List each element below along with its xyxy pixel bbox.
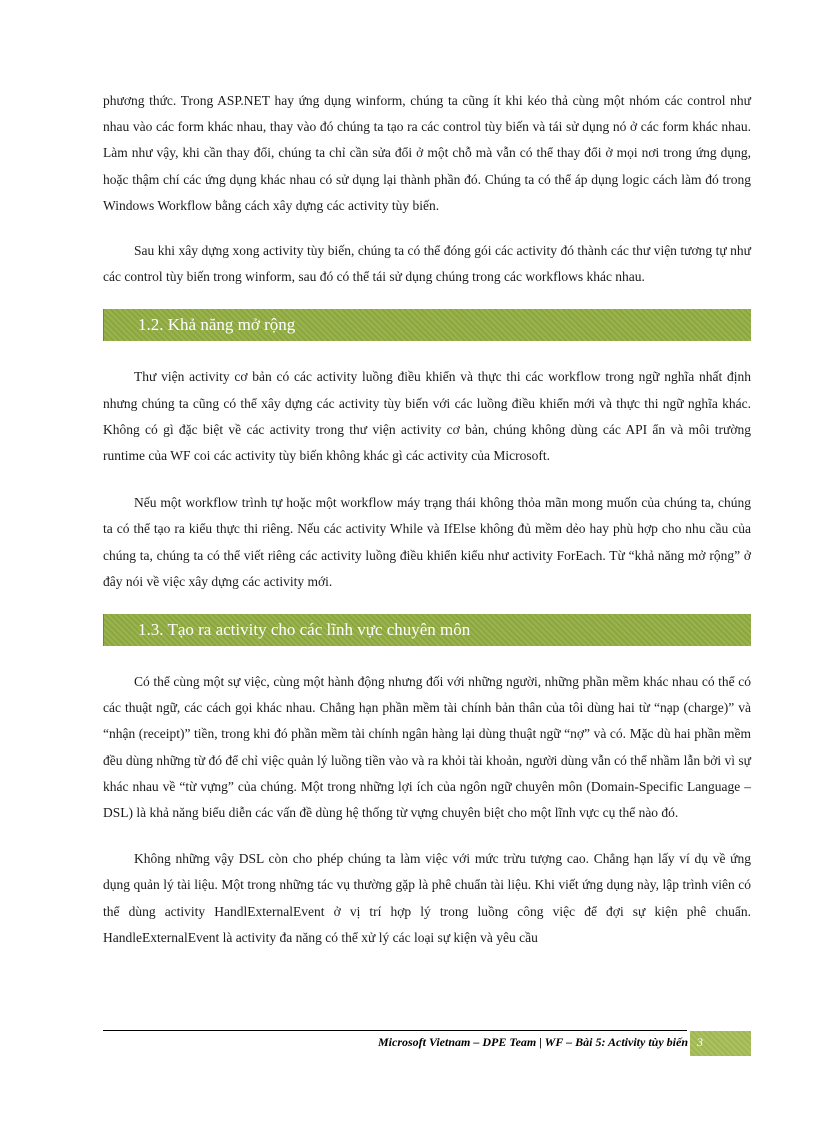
section-heading-domain-activities: 1.3. Tạo ra activity cho các lĩnh vực chuyên môn xyxy=(103,614,751,646)
footer-divider xyxy=(103,1030,687,1031)
paragraph-terminology: Có thể cùng một sự việc, cùng một hành động nhưng đối với những người, những phần mềm khác nhau có thể có các thuật ngữ, các cách gọi khác nhau. Chẳng hạn phần mềm tài chính bản thân của tôi dùng hai từ “nạp (charge)” và “nhận (receipt)” tiền, trong khi đó phần mềm tài chính ngân hàng lại dùng thuật ngữ “nợ” và có. Mặc dù hai phần mềm đều dùng những từ đó để chỉ việc quản lý luồng tiền vào và ra khỏi tài khoản, người dùng vẫn có thể nhầm lẫn bởi vì sự khác nhau về “từ vựng” của chúng. Một trong những lợi ích của ngôn ngữ chuyên môn (Domain-Specific Language – DSL) là khả năng biểu diễn các vấn đề dùng hệ thống từ vựng chuyên biệt cho một lĩnh vực cụ thể nào đó. xyxy=(103,674,751,821)
footer-caption: Microsoft Vietnam – DPE Team | WF – Bài 5: Activity tùy biến xyxy=(378,1035,688,1049)
paragraph-execution-style: Nếu một workflow trình tự hoặc một workflow máy trạng thái không thỏa mãn mong muốn của chúng ta, chúng ta có thể tạo ra kiểu thực thi riêng. Nếu các activity While và IfElse không đủ mềm dẻo hay phù hợp cho nhu cầu của chúng ta, chúng ta có thể viết riêng các activity luồng điều khiển kiểu như activity ForEach. Từ “khả năng mở rộng” ở đây nói về việc xây dựng các activity mới. xyxy=(103,495,751,589)
page-number: 3 xyxy=(690,1031,751,1056)
document-page xyxy=(103,88,751,951)
paragraph-packaging: Sau khi xây dựng xong activity tùy biến, chúng ta có thể đóng gói các activity đó thành các thư viện tương tự như các control tùy biến trong winform, sau đó có thể tái sử dụng chúng trong các workflows khác nhau. xyxy=(103,243,751,285)
paragraph-custom-activities: phương thức. Trong ASP.NET hay ứng dụng winform, chúng ta cũng ít khi kéo thả cùng một nhóm các control như nhau vào các form khác nhau, thay vào đó chúng ta tạo ra các control tùy biến và tái sử dụng nó ở các form khác nhau. Làm như vậy, khi cần thay đổi, chúng ta chỉ cần sửa đổi ở một chỗ mà vẫn có thể thay đổi ở mọi nơi trong ứng dụng, hoặc thậm chí các ứng dụng khác nhau có sử dụng lại thành phần đó. Chúng ta có thể áp dụng logic cách làm đó trong Windows Workflow bằng cách xây dựng các activity tùy biến. xyxy=(103,93,751,213)
paragraph-abstraction: Không những vậy DSL còn cho phép chúng ta làm việc với mức trừu tượng cao. Chẳng hạn lấy ví dụ về ứng dụng quản lý tài liệu. Một trong những tác vụ thường gặp là phê chuẩn tài liệu. Khi viết ứng dụng này, lập trình viên có thể dùng activity HandlExternalEvent ở vị trí hợp lý trong luồng công việc để đợi sự kiện phê chuẩn. HandleExternalEvent là activity đa năng có thể xử lý các loại sự kiện và yêu cầu xyxy=(103,851,751,945)
section-heading-extensibility: 1.2. Khả năng mở rộng xyxy=(103,309,751,341)
paragraph-base-library: Thư viện activity cơ bản có các activity luồng điều khiển và thực thi các workflow trong ngữ nghĩa nhất định nhưng chúng ta cũng có thể xây dựng các activity tùy biến với các luồng điều khiển mới và thực thi ngữ nghĩa khác. Không có gì đặc biệt về các activity trong thư viện activity cơ bản, chúng không dùng các API ẩn và môi trường runtime của WF coi các activity tùy biến không khác gì các activity của Microsoft. xyxy=(103,369,751,464)
